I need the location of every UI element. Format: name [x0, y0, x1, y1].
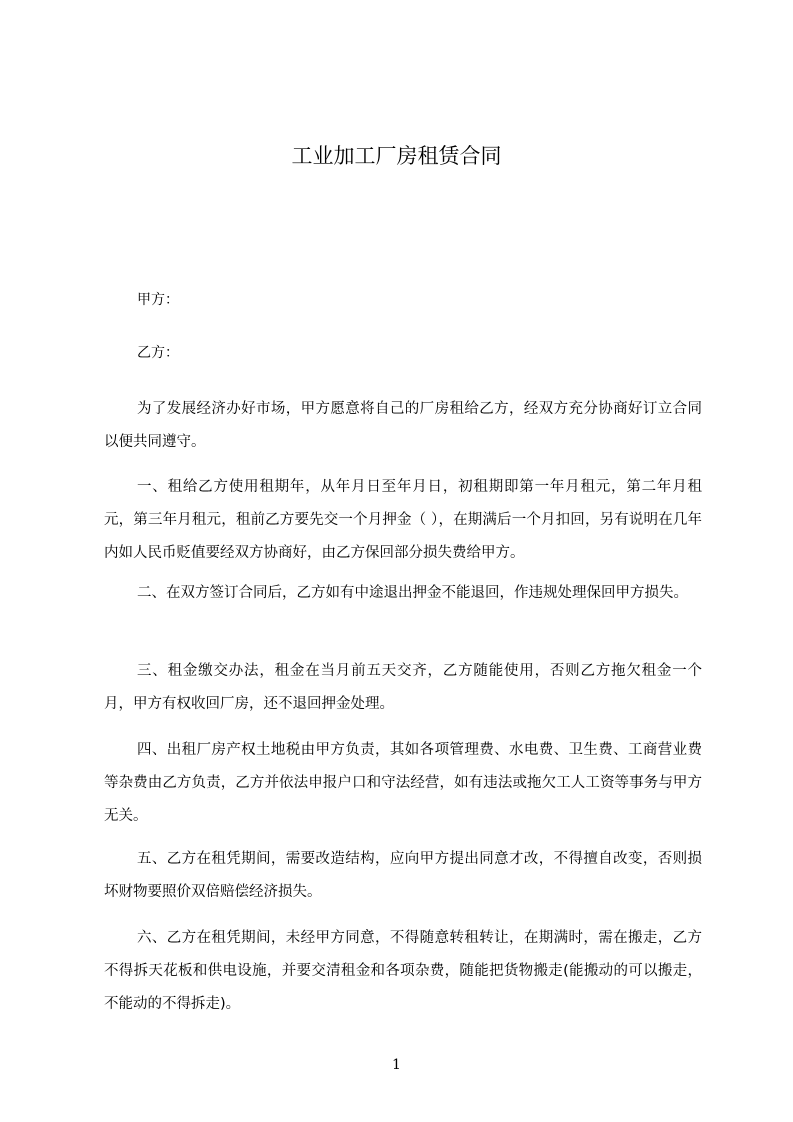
- clause-3-paragraph: 三、租金缴交办法，租金在当月前五天交齐，乙方随能使用，否则乙方拖欠租金一个月，甲方有权收回厂房，还不退回押金处理。: [104, 663, 702, 712]
- clause-5-paragraph: 五、乙方在租凭期间，需要改造结构，应向甲方提出同意才改，不得擅自改变，否则损坏财物要照价双倍赔偿经济损失。: [104, 851, 702, 900]
- clause-4-paragraph: 四、出租厂房产权土地税由甲方负责，其如各项管理费、水电费、卫生费、工商营业费等杂费由乙方负责，乙方并依法申报户口和守法经营，如有违法或拖欠工人工资等事务与甲方无关。: [104, 742, 702, 824]
- intro-paragraph: 为了发展经济办好市场，甲方愿意将自己的厂房租给乙方，经双方充分协商好订立合同以便共同遵守。: [104, 401, 702, 450]
- page-number: 1: [392, 1057, 401, 1073]
- clause-6-paragraph: 六、乙方在租凭期间，未经甲方同意，不得随意转租转让，在期满时，需在搬走，乙方不得拆天花板和供电设施，并要交清租金和各项杂费，随能把货物搬走(能搬动的可以搬走，不能动的不得拆走)。: [104, 930, 702, 1012]
- clause-1-paragraph: 一、租给乙方使用租期年，从年月日至年月日，初租期即第一年月租元，第二年月租元，第三年月租元，租前乙方要先交一个月押金（ ），在期满后一个月扣回，另有说明在几年内如人民币贬值要经双方协商好，由乙方保回部分损失费给甲方。: [104, 479, 702, 561]
- party-a-field: 甲方：: [137, 292, 179, 308]
- document-title: 工业加工厂房租赁合同: [291, 144, 502, 168]
- clause-2-paragraph: 二、在双方签订合同后，乙方如有中途退出押金不能退回，作违规处理保回甲方损失。: [137, 585, 688, 601]
- party-b-field: 乙方：: [137, 345, 179, 361]
